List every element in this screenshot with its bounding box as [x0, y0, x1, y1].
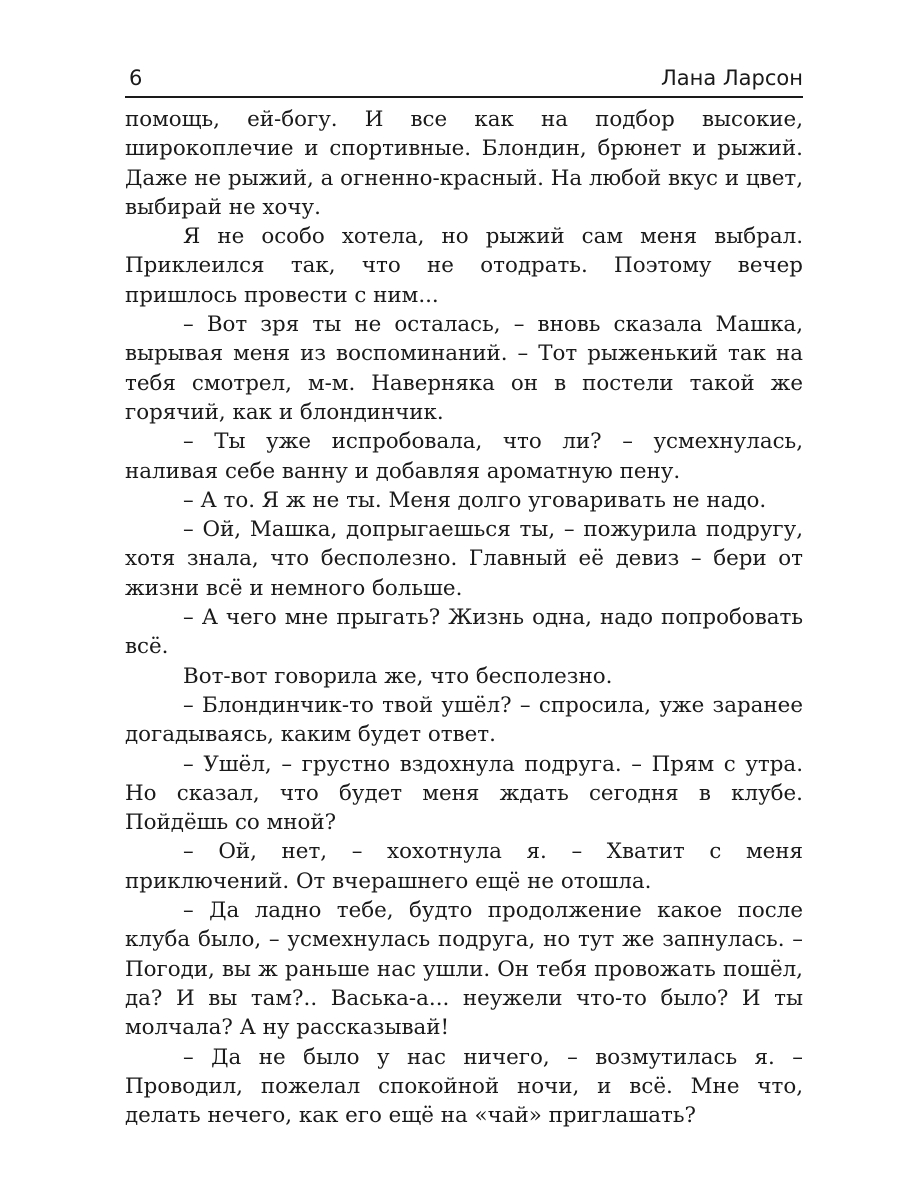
author-name: Лана Ларсон — [660, 66, 803, 90]
paragraph: – Ушёл, – грустно вздохнула подруга. – Прям с утра. Но сказал, что будет меня ждать сегодня в клубе. Пойдёшь со мной? — [125, 751, 803, 836]
paragraph: – Да не было у нас ничего, – возмутилась я. – Проводил, пожелал спокойной ночи, и всё. Мне что, делать нечего, как его ещё на «чай» приглашать? — [125, 1044, 803, 1129]
paragraph: Вот-вот говорила же, что бесполезно. — [183, 663, 613, 689]
paragraph: Я не особо хотела, но рыжий сам меня выбрал. Приклеился так, что не отодрать. Поэтому вечер пришлось провести с ним... — [125, 224, 803, 308]
running-header — [125, 56, 803, 98]
body-text — [125, 105, 803, 1130]
paragraph: – Ой, Машка, допрыгаешься ты, – пожурила подругу, хотя знала, что бесполезно. Главный её девиз – бери от жизни всё и немного больше. — [125, 517, 803, 601]
paragraph: – Ты уже испробовала, что ли? – усмехнулась, наливая себе ванну и добавляя ароматную пену. — [125, 429, 803, 484]
paragraph: – Блондинчик-то твой ушёл? – спросила, уже заранее догадываясь, каким будет ответ. — [125, 692, 803, 748]
paragraph: – Ой, нет, – хохотнула я. – Хватит с меня приключений. От вчерашнего ещё не отошла. — [125, 839, 803, 894]
paragraph: помощь, ей-богу. И все как на подбор высокие, широкоплечие и спортивные. Блондин, брюнет и рыжий. Даже не рыжий, а огненно-красный. На любой вкус и цвет, выбирай не хочу. — [125, 107, 803, 220]
paragraph: – Вот зря ты не осталась, – вновь сказала Машка, вырывая меня из воспоминаний. – Тот рыженький так на тебя смотрел, м-м. Наверняка он в постели такой же горячий, как и блондинчик. — [125, 312, 803, 425]
paragraph: – А то. Я ж не ты. Меня долго уговаривать не надо. — [183, 487, 767, 513]
paragraph: – Да ладно тебе, будто продолжение какое после клуба было, – усмехнулась подруга, но тут же запнулась. – Погоди, вы ж раньше нас ушли. Он тебя провожать пошёл, да? И вы там?.. Васька-а... неужели что-то было? И ты молчала? А ну рассказывай! — [125, 898, 803, 1041]
book-page — [125, 56, 803, 1130]
paragraph: – А чего мне прыгать? Жизнь одна, надо попробовать всё. — [125, 605, 803, 660]
page-number: 6 — [129, 66, 143, 90]
